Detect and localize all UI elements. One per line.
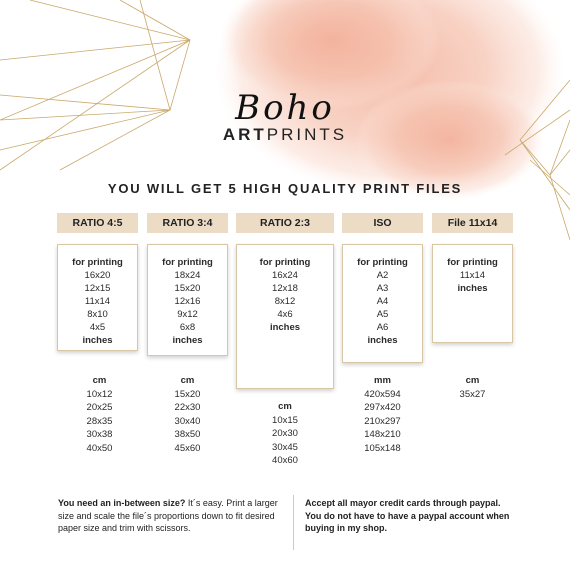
extra-item: 30x38 <box>86 429 113 440</box>
extra-item: 10x12 <box>86 388 113 400</box>
extra-item: 15x20 <box>174 388 201 400</box>
card-item: 12x15 <box>84 283 111 294</box>
card-item: 11x14 <box>84 296 111 307</box>
card-item: 8x10 <box>87 309 108 320</box>
extra-item: 297x420 <box>364 402 401 413</box>
extra-item: 10x15 <box>272 414 298 426</box>
extra-unit: cm <box>92 375 107 386</box>
card-item: A2 <box>376 270 389 281</box>
extra-item: 30x40 <box>174 415 201 427</box>
card-unit: inches <box>82 335 113 346</box>
card-iso <box>342 244 423 363</box>
card-item: A6 <box>376 322 389 333</box>
extra-item: 20x25 <box>86 402 113 413</box>
card-item: 16x20 <box>84 270 111 281</box>
headline: YOU WILL GET 5 HIGH QUALITY PRINT FILES <box>107 181 463 196</box>
extra-item: 20x30 <box>272 428 298 439</box>
card-item: 4x6 <box>277 309 293 320</box>
extra-item: 40x60 <box>272 455 298 466</box>
card-label: for printing <box>259 257 311 268</box>
card-ratio-3-4 <box>147 244 228 356</box>
brand-sub-bold: ART <box>222 125 267 144</box>
footer-left-bold: You need an in-between size? <box>58 498 186 508</box>
card-item: A4 <box>376 296 389 307</box>
card-item: 12x18 <box>272 283 298 294</box>
card-unit: inches <box>367 335 398 346</box>
extra-unit: mm <box>374 375 391 386</box>
card-unit: inches <box>172 335 203 346</box>
card-label: for printing <box>72 257 123 268</box>
footer-left-text: It´s easy. Print a larger size and scale the file´s proportions down to fit desired paper size and trim with scissors. <box>58 498 278 533</box>
card-label: for printing <box>162 257 213 268</box>
extra-unit: cm <box>278 401 292 412</box>
card-item: 4x5 <box>89 322 106 333</box>
footer-right-line1: Accept all mayor credit cards through paypal. <box>305 498 501 508</box>
extra-item: 38x50 <box>174 429 201 440</box>
card-item: A5 <box>376 309 389 320</box>
extra-item: 45x60 <box>174 442 201 454</box>
extra-sizes-iso <box>342 374 423 455</box>
extra-item: 420x594 <box>364 388 401 400</box>
extra-item: 210x297 <box>364 415 401 427</box>
card-file-11x14 <box>432 244 513 343</box>
extra-item: 35x27 <box>459 388 486 400</box>
ratio-header-3-4: RATIO 3:4 <box>147 213 228 233</box>
footer-divider <box>293 495 294 550</box>
extra-item: 40x50 <box>86 442 113 454</box>
brand-logo-script: Boho <box>235 88 335 128</box>
card-ratio-4-5 <box>57 244 138 351</box>
extra-item: 148x210 <box>364 429 401 440</box>
card-item: 16x24 <box>272 270 298 281</box>
extra-unit: cm <box>465 375 480 386</box>
footer-left-note <box>58 497 283 535</box>
extra-item: 28x35 <box>86 415 113 427</box>
card-unit: inches <box>457 283 488 294</box>
card-item: 11x14 <box>459 270 486 281</box>
card-ratio-2-3 <box>236 244 334 389</box>
footer-right-note <box>305 497 520 535</box>
card-unit: inches <box>269 322 301 333</box>
card-item: 18x24 <box>174 270 201 281</box>
card-label: for printing <box>447 257 498 268</box>
extra-item: 22x30 <box>174 402 201 413</box>
extra-item: 30x45 <box>272 441 298 453</box>
card-item: A3 <box>376 283 389 294</box>
card-item: 9x12 <box>177 309 198 320</box>
extra-sizes-ratio-3-4 <box>147 374 228 455</box>
extra-sizes-file-11x14 <box>432 374 513 401</box>
card-item: 12x16 <box>174 296 201 307</box>
card-item: 8x12 <box>274 296 296 307</box>
ratio-header-iso: ISO <box>342 213 423 233</box>
extra-item: 105x148 <box>364 442 401 454</box>
ratio-header-2-3: RATIO 2:3 <box>236 213 334 233</box>
ratio-header-4-5: RATIO 4:5 <box>57 213 138 233</box>
card-item: 6x8 <box>179 322 196 333</box>
card-label: for printing <box>357 257 408 268</box>
brand-sub-rest: PRINTS <box>266 125 348 144</box>
extra-sizes-ratio-2-3 <box>236 400 334 468</box>
footer-right-line2: You do not have to have a paypal account when buying in my shop. <box>305 510 510 533</box>
card-item: 15x20 <box>174 283 201 294</box>
extra-sizes-ratio-4-5 <box>57 374 142 455</box>
ratio-header-file-11x14: File 11x14 <box>432 213 513 233</box>
brand-logo-subtitle <box>0 125 570 145</box>
extra-unit: cm <box>180 375 195 386</box>
